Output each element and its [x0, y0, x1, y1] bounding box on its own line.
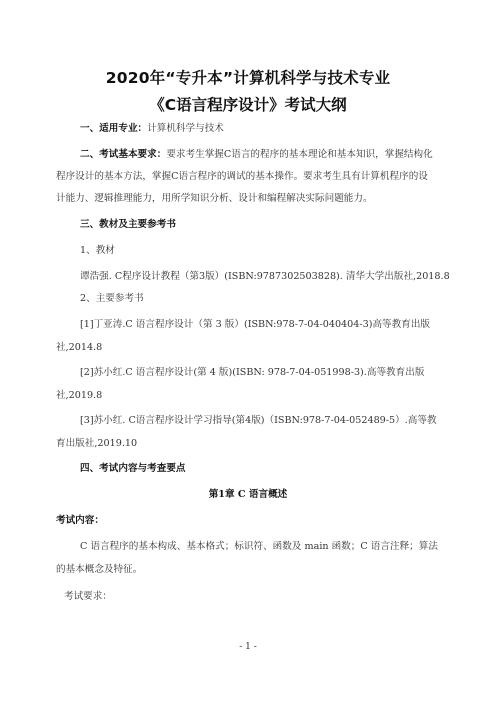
reference1-line1: [1]丁亚涛.C 语言程序设计（第 3 版）(ISBN:978-7-04-040404-3)高等教育出版 — [80, 319, 431, 330]
exam-content-label: 考试内容： — [56, 515, 104, 526]
reference2-line1: [2]苏小红.C 语言程序设计(第 4 版)(ISBN: 978-7-04-051998-3).高等教育出版 — [80, 367, 425, 378]
exam-content-line2: 的基本概念及特征。 — [56, 564, 143, 575]
section2-line3: 计能力、逻辑推理能力，用所学知识分析、设计和编程解决实际问题能力。 — [56, 193, 373, 204]
references-subheading: 2、主要参考书 — [80, 293, 144, 304]
section2-heading: 二、考试基本要求： — [80, 149, 167, 160]
reference3-line2: 育出版社,2019.10 — [56, 438, 138, 449]
doc-title-line1: 2020年“专升本”计算机科学与技术专业 — [105, 69, 391, 87]
reference2-line2: 社,2019.8 — [56, 390, 103, 401]
reference3-line1: [3]苏小红. C语言程序设计学习指导(第4版)（ISBN:978-7-04-052489-5）.高等教 — [80, 415, 437, 426]
section1-text: 计算机科学与技术 — [147, 123, 224, 134]
section4-heading: 四、考试内容与考查要点 — [80, 463, 186, 474]
reference1-line2: 社,2014.8 — [56, 342, 103, 353]
exam-requirements-label: 考试要求： — [64, 591, 112, 602]
section1-heading: 一、适用专业： — [80, 123, 148, 134]
doc-title-line2: 《C语言程序设计》考试大纲 — [149, 96, 347, 114]
textbook-entry: 谭浩强. C程序设计教程（第3版）(ISBN:9787302503828). 清华大学出版社,2018.8 — [80, 271, 450, 282]
section3-heading: 三、教材及主要参考书 — [80, 219, 176, 230]
section2-line1 — [80, 148, 433, 161]
exam-content-line1: C 语言程序的基本构成、基本格式；标识符、函数及 main 函数；C 语言注释；算法 — [80, 541, 438, 552]
textbook-subheading: 1、教材 — [80, 245, 115, 256]
page-number: - 1 - — [239, 642, 257, 652]
chapter1-heading: 第1章 C 语言概述 — [208, 489, 288, 500]
section2-text-line1: 要求考生掌握C语言的程序的基本理论和基本知识，掌握结构化 — [166, 149, 433, 160]
section1 — [80, 122, 224, 135]
section2-line2: 程序设计的基本方法，掌握C语言程序的调试的基本操作。要求考生具有计算机程序的设 — [56, 171, 428, 182]
